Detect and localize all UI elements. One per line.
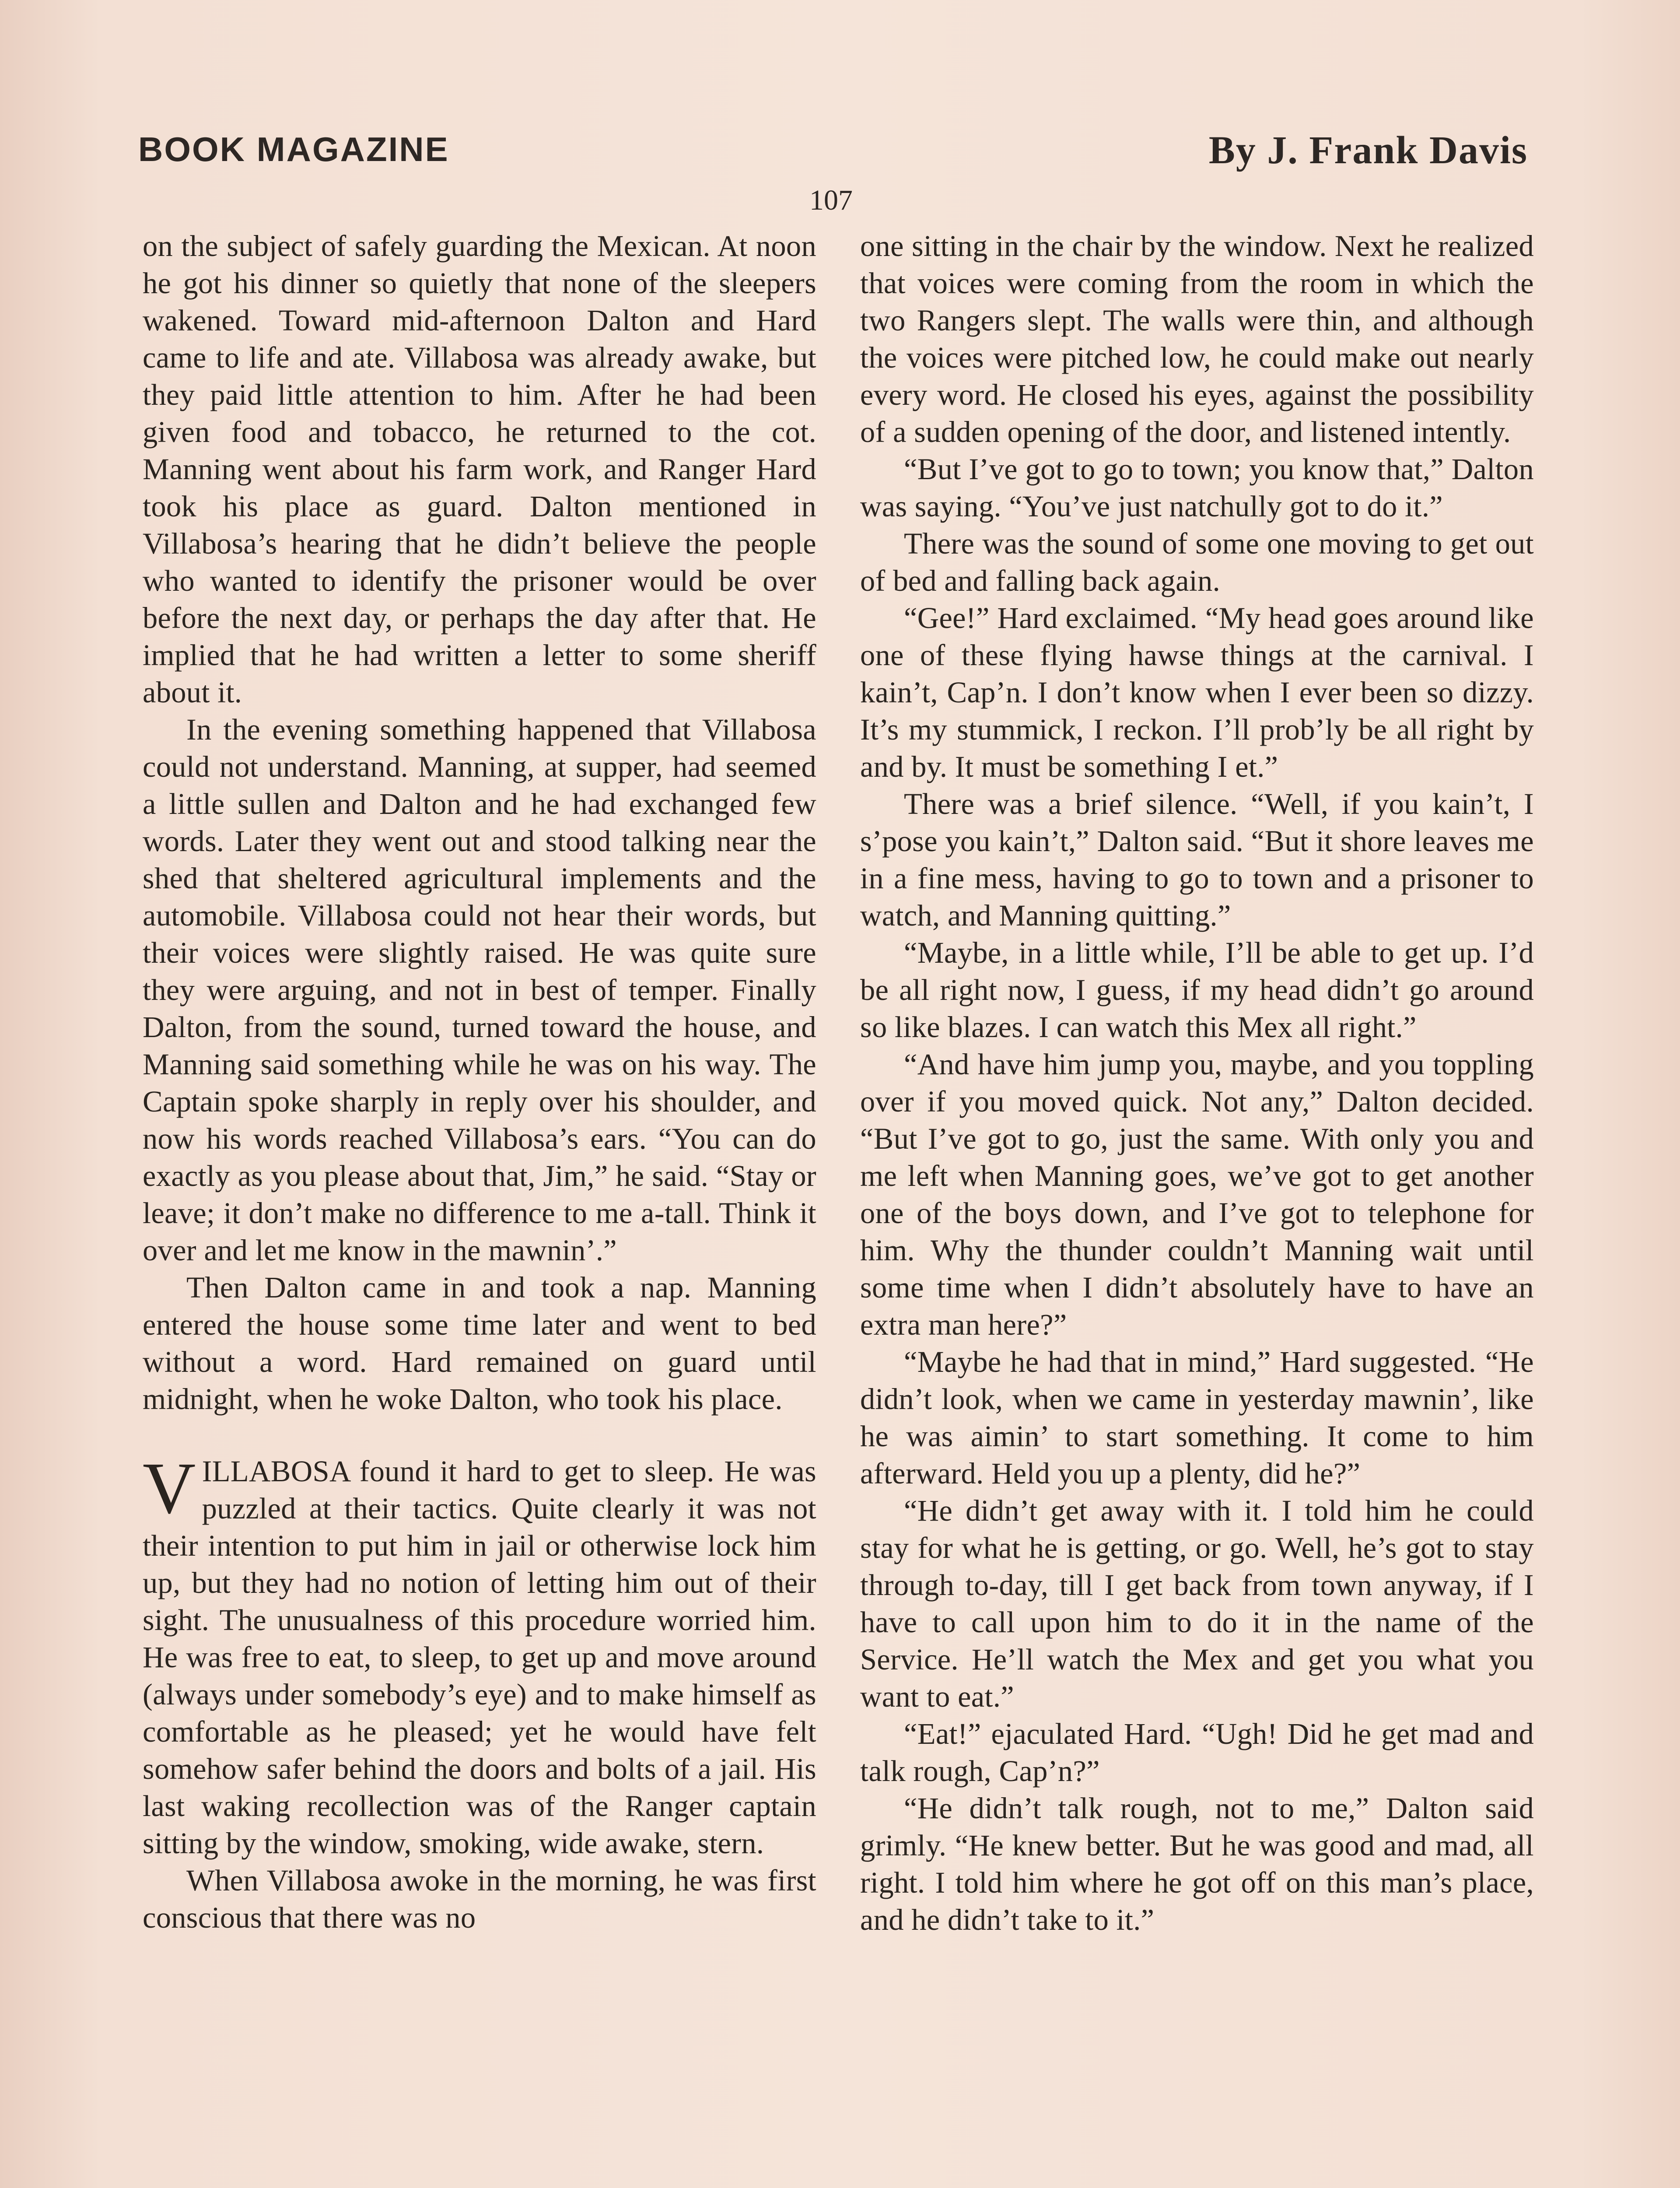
right-column: [860, 228, 1534, 1939]
paragraph: In the evening something happened that Villabosa could not understand. Manning, at supper, had seemed a little sullen and Dalton and he had exchanged few words. Later they went out and stood talking near the shed that sheltered agricultural implements and the automobile. Villabosa could not hear their words, but their voices were slightly raised. He was quite sure they were arguing, and not in best of temper. Finally Dalton, from the sound, turned toward the house, and Manning said something while he was on his way. The Captain spoke sharply in reply over his shoulder, and now his words reached Villabosa’s ears. “You can do exactly as you please about that, Jim,” he said. “Stay or leave; it don’t make no difference to me a-tall. Think it over and let me know in the mawnin’.”: [143, 713, 816, 1267]
paragraph: “He didn’t get away with it. I told him he could stay for what he is getting, or go. Well, he’s got to stay through to-day, till I get back from town anyway, if I have to call upon him to do it in the name of the Service. He’ll watch the Mex and get you what you want to eat.”: [860, 1494, 1534, 1713]
paragraph: “Eat!” ejaculated Hard. “Ugh! Did he get mad and talk rough, Cap’n?”: [860, 1717, 1534, 1788]
paragraph: “And have him jump you, maybe, and you toppling over if you moved quick. Not any,” Dalton decided. “But I’ve got to go, just the same. With only you and me left when Manning goes, we’ve got to get another one of the boys down, and I’ve got to telephone for him. Why the thunder couldn’t Manning wait until some time when I didn’t absolutely have to have an extra man here?”: [860, 1048, 1534, 1341]
paragraph: “But I’ve got to go to town; you know that,” Dalton was saying. “You’ve just natchully got to do it.”: [860, 452, 1534, 523]
paragraph: one sitting in the chair by the window. Next he realized that voices were coming from the room in which the two Rangers slept. The walls were thin, and although the voices were pitched low, he could make out nearly every word. He closed his eyes, against the possibility of a sudden opening of the door, and listened intently.: [860, 229, 1534, 449]
paragraph: “Maybe he had that in mind,” Hard suggested. “He didn’t look, when we came in yesterday mawnin’, like he was aimin’ to start something. It come to him afterward. Held you up a plenty, did he?”: [860, 1345, 1534, 1490]
paragraph: There was a brief silence. “Well, if you kain’t, I s’pose you kain’t,” Dalton said. “But it shore leaves me in a fine mess, having to go to town and a prisoner to watch, and Manning quitting.”: [860, 787, 1534, 932]
paragraph: “Maybe, in a little while, I’ll be able to get up. I’d be all right now, I guess, if my head didn’t go around so like blazes. I can watch this Mex all right.”: [860, 936, 1534, 1044]
left-column: [143, 228, 816, 1936]
drop-cap: V: [143, 1448, 196, 1529]
section-break: [143, 1418, 816, 1453]
paragraph: When Villabosa awoke in the morning, he was first conscious that there was no: [143, 1864, 816, 1934]
paragraph: “He didn’t talk rough, not to me,” Dalton said grimly. “He knew better. But he was good and mad, all right. I told him where he got off on this man’s place, and he didn’t take to it.”: [860, 1792, 1534, 1936]
dropcap-paragraph: [143, 1448, 816, 1862]
page-number: 107: [809, 184, 853, 216]
paragraph: “Gee!” Hard exclaimed. “My head goes around like one of these flying hawse things at the carnival. I kain’t, Cap’n. I don’t know when I ever been so dizzy. It’s my stummick, I reckon. I’ll prob’ly be all right by and by. It must be something I et.”: [860, 601, 1534, 783]
paragraph: Then Dalton came in and took a nap. Manning entered the house some time later and went to bed without a word. Hard remained on guard until midnight, when he woke Dalton, who took his place.: [143, 1271, 816, 1416]
paragraph: on the subject of safely guarding the Mexican. At noon he got his dinner so quietly that none of the sleepers wakened. Toward mid-afternoon Dalton and Hard came to life and ate. Villabosa was already awake, but they paid little attention to him. After he had been given food and tobacco, he returned to the cot. Manning went about his farm work, and Ranger Hard took his place as guard. Dalton mentioned in Villabosa’s hearing that he didn’t believe the people who wanted to identify the prisoner would be over before the next day, or perhaps the day after that. He implied that he had written a letter to some sheriff about it.: [143, 229, 816, 709]
magazine-title: BOOK MAGAZINE: [138, 130, 449, 168]
author-byline: By J. Frank Davis: [1208, 129, 1528, 172]
dropcap-paragraph-text: ILLABOSA found it hard to get to sleep. He was puzzled at their tactics. Quite clearly it was not their intention to put him in jail or otherwise lock him up, but they had no notion of letting him out of their sight. The unusualness of this procedure worried him. He was free to eat, to sleep, to get up and move around (always under somebody’s eye) and to make himself as comfortable as he pleased; yet he would have felt somehow safer behind the doors and bolts of a jail. His last waking recollection was of the Ranger captain sitting by the window, smoking, wide awake, stern.: [143, 1455, 816, 1860]
paragraph: There was the sound of some one moving to get out of bed and falling back again.: [860, 527, 1534, 597]
